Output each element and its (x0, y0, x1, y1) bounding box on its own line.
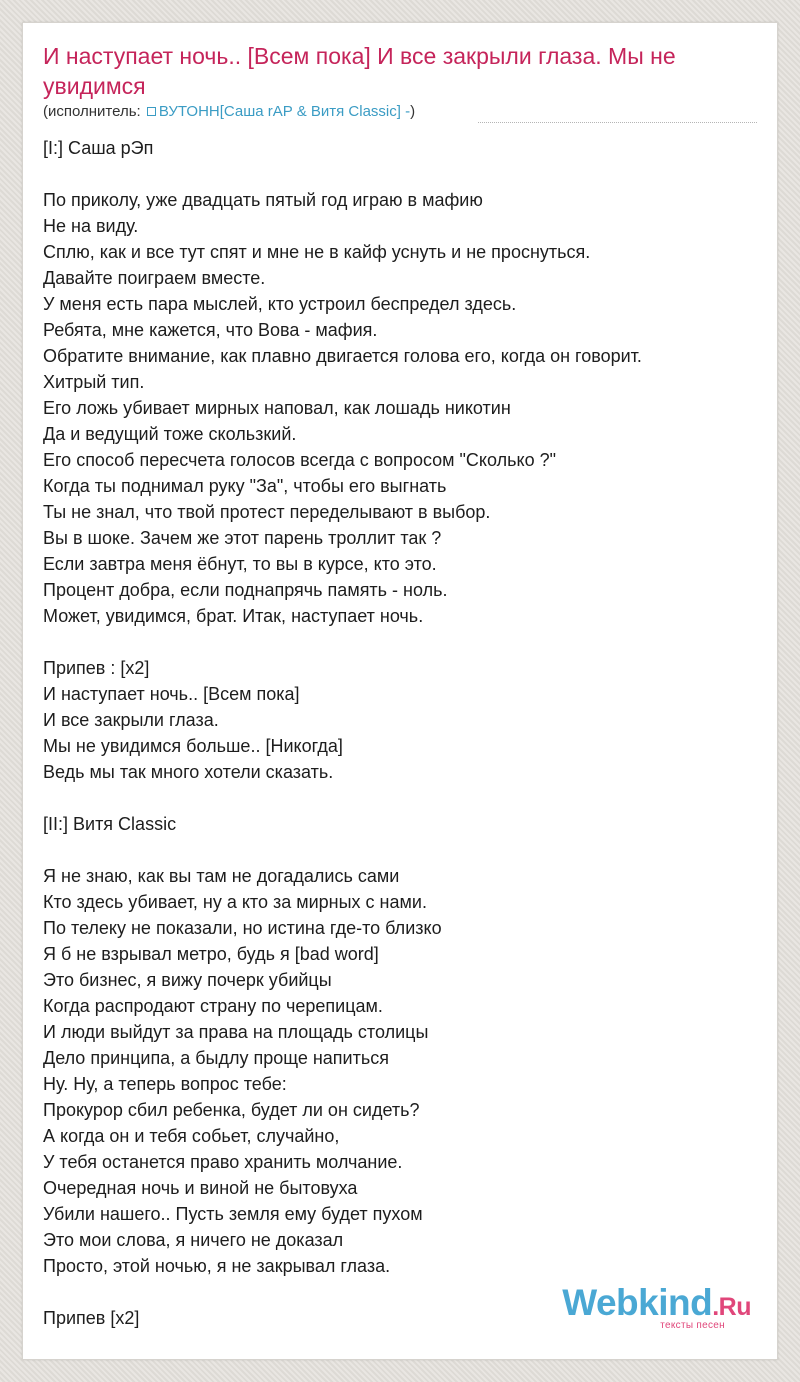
artist-suffix: ) (410, 103, 416, 120)
lyric-line: Я б не взрывал метро, будь я [bad word] (43, 944, 379, 964)
lyric-line: Просто, этой ночью, я не закрывал глаза. (43, 1256, 391, 1276)
lyric-line: Процент добра, если поднапрячь память - ноль. (43, 580, 448, 600)
lyric-line: Давайте поиграем вместе. (43, 268, 266, 288)
lyric-line: Дело принципа, а быдлу проще напиться (43, 1048, 389, 1068)
lyric-line: Ведь мы так много хотели сказать. (43, 762, 334, 782)
lyric-line (43, 785, 763, 811)
lyric-line: [II:] Витя Classic (43, 814, 177, 834)
lyric-line (43, 161, 763, 187)
lyric-line: Когда распродают страну по черепицам. (43, 996, 383, 1016)
lyric-line: По приколу, уже двадцать пятый год играю в мафию (43, 190, 483, 210)
logo-tagline: тексты песен (660, 1320, 725, 1331)
artist-name: ВУТОНН[Саша rAP & Витя Classic] - (158, 103, 411, 120)
lyric-line: Хитрый тип. (43, 372, 145, 392)
lyric-line: Может, увидимся, брат. Итак, наступает ночь. (43, 606, 424, 626)
lyric-line: Прокурор сбил ребенка, будет ли он сидеть? (43, 1100, 420, 1120)
site-logo[interactable] (562, 1284, 751, 1331)
lyric-line (43, 837, 763, 863)
lyric-line: Его ложь убивает мирных наповал, как лошадь никотин (43, 398, 511, 418)
lyric-line: Его способ пересчета голосов всегда с вопросом "Сколько ?" (43, 450, 556, 470)
lyric-line: Припев : [x2] (43, 658, 150, 678)
artist-line (43, 103, 415, 120)
lyric-line: Ребята, мне кажется, что Вова - мафия. (43, 320, 378, 340)
square-bullet-icon (147, 107, 156, 116)
lyric-line: Да и ведущий тоже скользкий. (43, 424, 297, 444)
logo-tld: .Ru (712, 1293, 751, 1321)
lyric-line: Когда ты поднимал руку "За", чтобы его выгнать (43, 476, 447, 496)
lyric-line: [I:] Саша рЭп (43, 138, 154, 158)
lyric-line: У меня есть пара мыслей, кто устроил беспредел здесь. (43, 294, 517, 314)
lyric-line: По телеку не показали, но истина где-то близко (43, 918, 442, 938)
song-title: И наступает ночь.. [Всем пока] И все закрыли глаза. Мы не увидимся (43, 43, 676, 99)
lyric-line: Если завтра меня ёбнут, то вы в курсе, кто это. (43, 554, 437, 574)
artist-link[interactable] (145, 103, 410, 120)
lyric-line: Это бизнес, я вижу почерк убийцы (43, 970, 332, 990)
lyric-line: Сплю, как и все тут спят и мне не в кайф уснуть и не проснуться. (43, 242, 591, 262)
lyric-line: Вы в шоке. Зачем же этот парень троллит так ? (43, 528, 442, 548)
lyric-line: Кто здесь убивает, ну а кто за мирных с нами. (43, 892, 427, 912)
lyric-line: Обратите внимание, как плавно двигается голова его, когда он говорит. (43, 346, 642, 366)
lyric-line: И все закрыли глаза. (43, 710, 219, 730)
lyrics-text (43, 135, 763, 1331)
lyric-line (43, 629, 763, 655)
artist-prefix: (исполнитель: (43, 103, 145, 120)
lyric-line: Не на виду. (43, 216, 139, 236)
lyric-line: Ну. Ну, а теперь вопрос тебе: (43, 1074, 287, 1094)
lyric-line: И наступает ночь.. [Всем пока] (43, 684, 300, 704)
lyric-line: Убили нашего.. Пусть земля ему будет пухом (43, 1204, 423, 1224)
lyric-line: Это мои слова, я ничего не доказал (43, 1230, 344, 1250)
lyrics-card (22, 22, 778, 1360)
lyric-line: У тебя останется право хранить молчание. (43, 1152, 403, 1172)
logo-wordmark: Webkind (562, 1282, 713, 1323)
lyric-line: Очередная ночь и виной не бытовуха (43, 1178, 358, 1198)
lyric-line: И люди выйдут за права на площадь столицы (43, 1022, 429, 1042)
lyric-line: Припев [x2] (43, 1308, 140, 1328)
lyric-line: Я не знаю, как вы там не догадались сами (43, 866, 400, 886)
lyric-line: Мы не увидимся больше.. [Никогда] (43, 736, 343, 756)
lyric-line: Ты не знал, что твой протест переделывают в выбор. (43, 502, 491, 522)
lyric-line: А когда он и тебя собьет, случайно, (43, 1126, 340, 1146)
dotted-divider (478, 122, 757, 123)
